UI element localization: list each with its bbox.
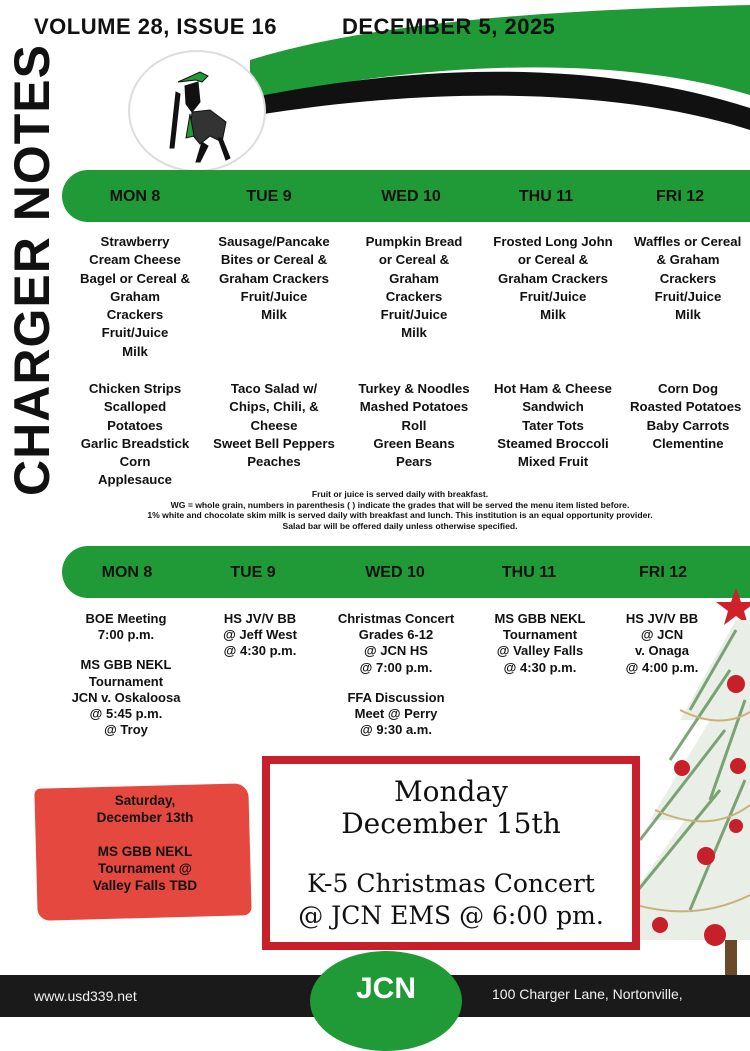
concert-title: K-5 Christmas Concert [307, 869, 595, 898]
vertical-title: CHARGER NOTES [4, 44, 60, 496]
concert-date: December 15th [341, 807, 561, 840]
lunch-mon: Chicken Strips Scalloped Potatoes Garlic Breadstick Corn Applesauce [80, 381, 190, 488]
breakfast-fri: Waffles or Cereal & Graham Crackers Fruit/Juice Milk [634, 234, 742, 323]
concert-location-time: @ JCN EMS @ 6:00 pm. [298, 901, 604, 930]
menu-day-thu: THU 11 [518, 188, 574, 205]
footer-website-link[interactable]: www.usd339.net [34, 988, 137, 1004]
event-day-mon: MON 8 [101, 564, 153, 581]
lunch-wed: Turkey & Noodles Mashed Potatoes Roll Green Beans Pears [358, 381, 470, 470]
menu-day-tue: TUE 9 [246, 188, 292, 205]
events-tue: HS JV/V BB @ Jeff West @ 4:30 p.m. [223, 611, 297, 659]
event-day-fri: FRI 12 [638, 564, 687, 581]
breakfast-thu: Frosted Long John or Cereal & Graham Crackers Fruit/Juice Milk [493, 234, 613, 323]
lunch-thu: Hot Ham & Cheese Sandwich Tater Tots Steamed Broccoli Mixed Fruit [494, 381, 612, 470]
events-thu: MS GBB NEKL Tournament @ Valley Falls @ 4:30 p.m. [494, 611, 586, 675]
breakfast-mon: Strawberry Cream Cheese Bagel or Cereal & Graham Crackers Fruit/Juice Milk [80, 234, 190, 359]
volume-issue: VOLUME 28, ISSUE 16 [34, 14, 278, 39]
event-day-tue: TUE 9 [230, 564, 276, 581]
concert-day: Monday [394, 775, 508, 808]
events-mon: BOE Meeting 7:00 p.m. MS GBB NEKL Tournament JCN v. Oskaloosa @ 5:45 p.m. @ Troy [71, 611, 181, 738]
lunch-tue: Taco Salad w/ Chips, Chili, & Cheese Sweet Bell Peppers Peaches [213, 381, 335, 470]
menu-day-mon: MON 8 [109, 188, 161, 205]
event-day-thu: THU 11 [501, 564, 557, 581]
events-fri: HS JV/V BB @ JCN v. Onaga @ 4:00 p.m. [625, 611, 699, 675]
menu-day-wed: WED 10 [381, 188, 441, 205]
saturday-note: Saturday, December 13th MS GBB NEKL Tournament @ Valley Falls TBD [92, 793, 198, 893]
menu-notes: Fruit or juice is served daily with breakfast. WG = whole grain, numbers in parenthesis ( ) indicate the grades that will be served the menu item listed before. 1% white and chocolate skim milk is served daily with breakfast and lunch. This institution is an equal opportunity provider. Salad bar will be offered daily unless otherwise specified. [147, 489, 653, 531]
breakfast-wed: Pumpkin Bread or Cereal & Graham Crackers Fruit/Juice Milk [365, 234, 463, 341]
footer-jcn-label: JCN [355, 972, 416, 1005]
breakfast-tue: Sausage/Pancake Bites or Cereal & Graham Crackers Fruit/Juice Milk [218, 234, 330, 323]
event-day-wed: WED 10 [365, 564, 425, 581]
issue-date: DECEMBER 5, 2025 [342, 14, 556, 39]
charger-knight-logo [130, 52, 264, 170]
events-wed: Christmas Concert Grades 6-12 @ JCN HS @ 7:00 p.m. FFA Discussion Meet @ Perry @ 9:30 a.m. [337, 611, 455, 738]
lunch-fri: Corn Dog Roasted Potatoes Baby Carrots Clementine [630, 381, 742, 451]
menu-day-fri: FRI 12 [655, 188, 704, 205]
footer-address: 100 Charger Lane, Nortonville, [492, 986, 683, 1002]
